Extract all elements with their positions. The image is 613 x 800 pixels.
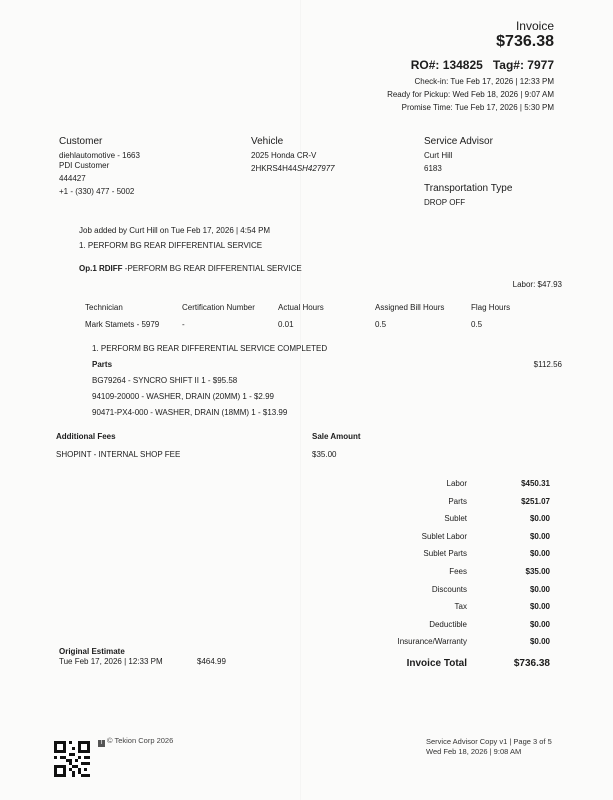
vehicle-title: Vehicle	[251, 136, 284, 147]
promise-time: Promise Time: Tue Feb 17, 2026 | 5:30 PM	[401, 103, 554, 112]
transport-title: Transportation Type	[424, 183, 513, 194]
footer-page-info: Service Advisor Copy v1 | Page 3 of 5	[426, 737, 552, 746]
footer-copyright	[98, 736, 173, 747]
customer-name: diehlautomotive - 1663	[59, 151, 140, 160]
summary-label: Sublet Parts	[423, 549, 467, 558]
tech-header-bill-hours: Assigned Bill Hours	[375, 303, 445, 312]
tech-header-certification: Certification Number	[182, 303, 255, 312]
advisor-name: Curt Hill	[424, 151, 453, 160]
vehicle-vin	[251, 164, 335, 173]
summary-label: Deductible	[429, 620, 467, 629]
footer-printed-time: Wed Feb 18, 2026 | 9:08 AM	[426, 747, 522, 756]
tech-row-bill-hours: 0.5	[375, 320, 387, 329]
part-item: 94109-20000 - WASHER, DRAIN (20MM) 1 - $2.99	[92, 392, 274, 401]
part-item: 90471-PX4-000 - WASHER, DRAIN (18MM) 1 - $13.99	[92, 408, 288, 417]
fees-amount-title: Sale Amount	[312, 432, 361, 441]
tech-header-technician: Technician	[85, 303, 123, 312]
op-description: -PERFORM BG REAR DIFFERENTIAL SERVICE	[122, 264, 302, 273]
summary-value: $0.00	[529, 602, 550, 611]
summary-label: Sublet	[444, 514, 467, 523]
summary-value: $0.00	[529, 514, 550, 523]
fees-title: Additional Fees	[56, 432, 116, 441]
summary-value: $0.00	[529, 620, 550, 629]
tekion-logo-icon: T	[99, 740, 104, 746]
tech-row-flag-hours: 0.5	[471, 320, 483, 329]
job-description: 1. PERFORM BG REAR DIFFERENTIAL SERVICE	[79, 241, 263, 250]
tech-row-technician: Mark Stamets - 5979	[85, 320, 160, 329]
summary-label: Fees	[449, 567, 467, 576]
fee-amount: $35.00	[312, 450, 337, 459]
ro-tag-line: RO#: 134825 Tag#: 7977	[410, 58, 554, 72]
parts-total: $112.56	[533, 360, 562, 369]
tech-row-certification: -	[182, 320, 185, 329]
header-total: $736.38	[496, 33, 554, 50]
advisor-id: 6183	[424, 164, 442, 173]
op-line	[79, 264, 302, 273]
document-type: Invoice	[515, 19, 554, 33]
summary-label: Insurance/Warranty	[397, 637, 467, 646]
job-added: Job added by Curt Hill on Tue Feb 17, 2026 | 4:54 PM	[79, 226, 271, 235]
part-item: BG79264 - SYNCRO SHIFT II 1 - $95.58	[92, 376, 238, 385]
op-code: Op.1 RDIFF	[79, 264, 123, 273]
copyright-text: © Tekion Corp 2026	[107, 736, 174, 745]
transport-value: DROP OFF	[424, 198, 466, 207]
tag-number: 7977	[527, 58, 554, 72]
tech-header-flag-hours: Flag Hours	[471, 303, 511, 312]
vin-prefix: 2HKRS4H44	[251, 164, 297, 173]
parts-title: Parts	[92, 360, 113, 369]
summary-label: Parts	[448, 497, 467, 506]
tech-header-actual-hours: Actual Hours	[278, 303, 324, 312]
invoice-total-label: Invoice Total	[406, 658, 467, 669]
summary-value: $35.00	[525, 567, 550, 576]
summary-label: Sublet Labor	[421, 532, 467, 541]
customer-type: PDI Customer	[59, 161, 110, 170]
summary-label: Labor	[446, 479, 467, 488]
checkin-time: Check-in: Tue Feb 17, 2026 | 12:33 PM	[414, 77, 554, 86]
tag-label: Tag#	[492, 58, 520, 72]
summary-value: $0.00	[529, 532, 550, 541]
advisor-title: Service Advisor	[424, 136, 493, 147]
summary-value: $251.07	[521, 497, 550, 506]
ro-label: RO#	[410, 58, 436, 72]
summary-value: $0.00	[529, 549, 550, 558]
invoice-total-value: $736.38	[513, 658, 550, 669]
qr-code-icon	[54, 741, 90, 777]
customer-title: Customer	[59, 136, 103, 147]
customer-phone: +1 - (330) 477 - 5002	[59, 187, 135, 196]
job-completed: 1. PERFORM BG REAR DIFFERENTIAL SERVICE COMPLETED	[92, 344, 328, 353]
tech-row-actual-hours: 0.01	[278, 320, 294, 329]
estimate-date: Tue Feb 17, 2026 | 12:33 PM	[59, 657, 163, 666]
summary-value: $0.00	[529, 585, 550, 594]
summary-value: $0.00	[529, 637, 550, 646]
summary-label: Discounts	[431, 585, 467, 594]
job-labor-amount: Labor: $47.93	[512, 280, 562, 289]
ready-time: Ready for Pickup: Wed Feb 18, 2026 | 9:07 AM	[387, 90, 554, 99]
customer-number: 444427	[59, 174, 86, 183]
vehicle-model: 2025 Honda CR-V	[251, 151, 317, 160]
summary-value: $450.31	[521, 479, 550, 488]
fee-item: SHOPINT - INTERNAL SHOP FEE	[56, 450, 181, 459]
estimate-title: Original Estimate	[59, 647, 125, 656]
summary-label: Tax	[454, 602, 467, 611]
vin-suffix: SH427977	[296, 164, 335, 173]
estimate-amount: $464.99	[197, 657, 226, 666]
ro-number: 134825	[442, 58, 483, 72]
